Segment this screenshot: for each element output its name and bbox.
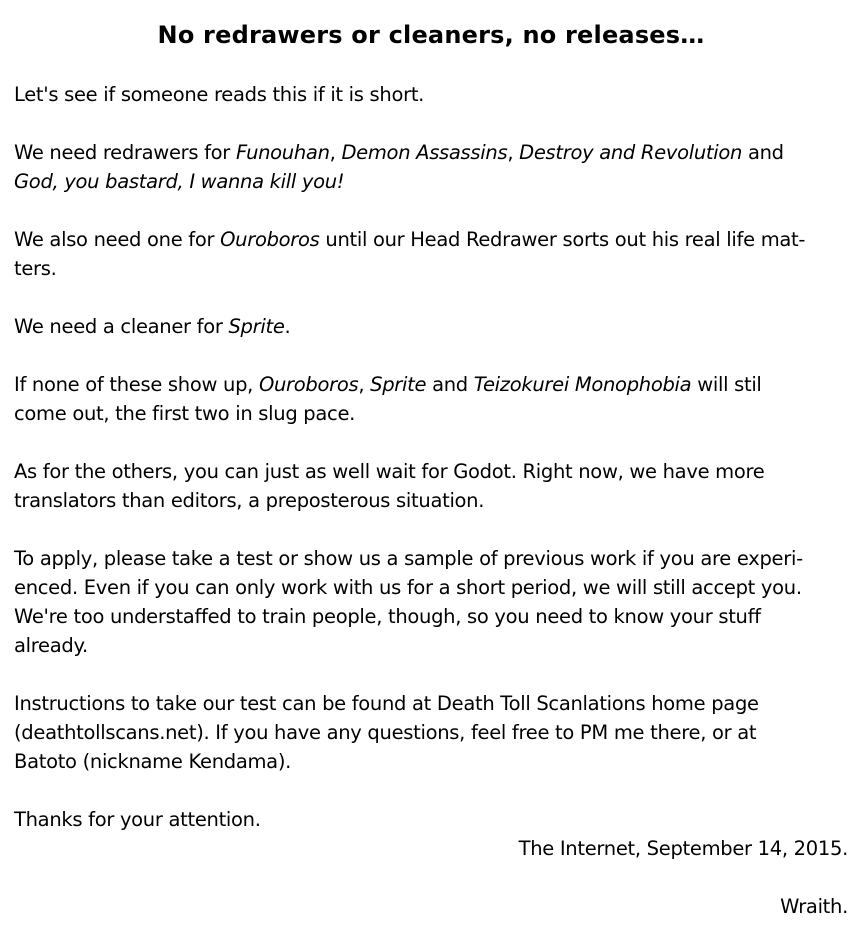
title-sprite: Sprite [370,373,427,396]
paragraph-cleaner [14,312,848,341]
text-span: will stil [691,373,762,396]
text-span: To apply, please take a test or show us a sample of previous work if you are experi- [14,547,803,570]
text-span: , [358,373,371,396]
text-span: already. [14,634,88,657]
paragraph-fallback [14,370,848,428]
paragraph-apply [14,544,848,660]
signature: Wraith. [780,895,848,918]
text-span: We also need one for [14,228,221,251]
text-span: (deathtollscans.net). If you have any questions, feel free to PM me there, or at [14,721,757,744]
paragraph-others [14,457,848,515]
text-span: , [507,141,520,164]
text-span: As for the others, you can just as well wait for Godot. Right now, we have more [14,460,765,483]
text-span: Batoto (nickname Kendama). [14,750,292,773]
text-span: and [742,141,784,164]
text-span: translators than editors, a preposterous situation. [14,489,485,512]
paragraph-instructions [14,689,848,776]
text-span: and [426,373,474,396]
text-span: Instructions to take our test can be found at Death Toll Scanlations home page [14,692,759,715]
text-span: If none of these show up, [14,373,259,396]
text-span: . [284,315,291,338]
title-destroy-and-revolution: Destroy and Revolution [519,141,743,164]
text-span: come out, the first two in slug pace. [14,402,356,425]
closing-line: Thanks for your attention. [14,808,261,831]
paragraph-redrawers [14,138,848,196]
document-title: No redrawers or cleaners, no releases… [157,21,705,49]
text-span: We need redrawers for [14,141,236,164]
title-funouhan: Funouhan [235,141,330,164]
paragraph-intro [14,80,848,109]
text-span: ters. [14,257,57,280]
title-sprite: Sprite [228,315,285,338]
text-span: until our Head Redrawer sorts out his real life mat- [319,228,806,251]
text-span: We're too understaffed to train people, though, so you need to know your stuff [14,605,761,628]
document-body [14,80,848,921]
title-demon-assassins: Demon Assassins [341,141,508,164]
title-ouroboros: Ouroboros [220,228,320,251]
title-teizokurei-monophobia: Teizokurei Monophobia [473,373,692,396]
paragraph-ouroboros [14,225,848,283]
text-span: , [329,141,342,164]
title-ouroboros: Ouroboros [258,373,359,396]
dateline: The Internet, September 14, 2015. [518,837,848,860]
title-god-you-bastard: God, you bastard, I wanna kill you! [14,170,345,193]
intro-text: Let's see if someone reads this if it is short. [14,83,425,106]
text-span: We need a cleaner for [14,315,229,338]
text-span: enced. Even if you can only work with us for a short period, we will still accept you. [14,576,802,599]
